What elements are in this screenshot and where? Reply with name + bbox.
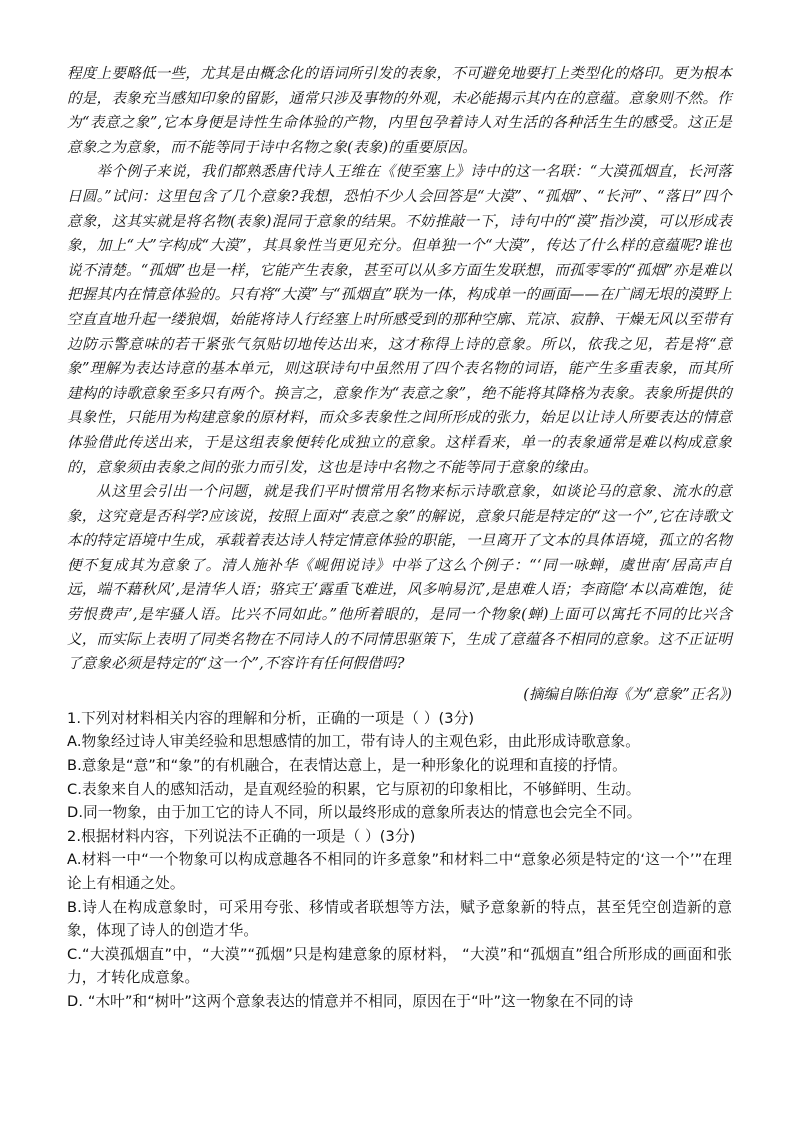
question-1-stem: 1.下列对材料相关内容的理解和分析，正确的一项是（ ）(3分) bbox=[67, 709, 475, 727]
question-1-option-b[interactable]: B.意象是“意”和“象”的有机融合，在表情达意上，是一种形象化的说理和直接的抒情。 bbox=[67, 757, 627, 775]
question-2-option-b[interactable]: B.诗人在构成意象时，可采用夸张、移情或者联想等方法，赋予意象新的特点，甚至凭空创造新的意象，体现了诗人的创造才华。 bbox=[67, 898, 732, 940]
question-2-stem: 2.根据材料内容，下列说法不正确的一项是（ ）(3分) bbox=[67, 827, 416, 845]
question-1-option-d[interactable]: D.同一物象，由于加工它的诗人不同，所以最终形成的意象所表达的情意也会完全不同。 bbox=[67, 804, 642, 822]
question-1-option-c[interactable]: C.表象来自人的感知活动，是直观经验的积累，它与原初的印象相比，不够鲜明、生动。 bbox=[67, 780, 641, 798]
passage-source: (摘编自陈伯海《为“意象”正名》) bbox=[523, 685, 732, 703]
passage-paragraph-2: 举个例子来说，我们都熟悉唐代诗人王维在《使至塞上》诗中的这一名联：“大漠孤烟直，长河落日圆。”试问：这里包含了几个意象?我想，恐怕不少人会回答是“大漠”、“孤烟”、“长河”、“落日”四个意象，这其实就是将名物(表象)混同于意象的结果。不妨推敲一下，诗句中的“漠”指沙漠，可以形成表象，加上“大”字构成“大漠”，其具象性当更见充分。但单独一个“大漠”，传达了什么样的意蕴呢?谁也说不清楚。“孤烟”也是一样，它能产生表象，甚至可以从多方面生发联想，而孤零零的“孤烟”亦是难以把握其内在情意体验的。只有将“大漠”与“孤烟直”联为一体，构成单一的画面——在广阔无垠的漠野上空直直地升起一缕狼烟，始能将诗人行经塞上时所感受到的那种空廓、荒凉、寂静、干燥无风以至带有边防示警意味的若干紧张气氛贴切地传达出来，这才称得上诗的意象。所以，依我之见，若是将“意象”理解为表达诗意的基本单元，则这联诗句中虽然用了四个表名物的词语，能产生多重表象，而其所建构的诗歌意象至多只有两个。换言之，意象作为“表意之象”，绝不能将其降格为表象。表象所提供的具象性，只能用为构建意象的原材料，而众多表象性之间所形成的张力，始足以让诗人所要表达的情意体验借此传送出来，于是这组表象便转化成独立的意象。这样看来，单一的表象通常是难以构成意象的，意象须由表象之间的张力而引发，这也是诗中名物之不能等同于意象的缘由。 bbox=[67, 163, 732, 476]
question-2-option-d[interactable]: D. “木叶”和“树叶”这两个意象表达的情意并不相同，原因在于“叶”这一物象在不同的诗 bbox=[67, 992, 634, 1010]
passage-paragraph-3: 从这里会引出一个问题，就是我们平时惯常用名物来标示诗歌意象，如谈论马的意象、流水的意象，这究竟是否科学?应该说，按照上面对“表意之象”的解说，意象只能是特定的“这一个”,它在诗歌文本的特定语境中生成，承载着表达诗人特定情意体验的职能，一旦离开了文本的具体语境，孤立的名物便不复成其为意象了。清人施补华《岘佣说诗》中举了这么个例子：“‘同一咏蝉，虞世南‘居高声自远，端不藉秋风’,是清华人语；骆宾王‘露重飞难进，风多响易沉’,是患难人语；李商隐‘本以高难饱，徒劳恨费声’,是牢骚人语。比兴不同如此。”他所着眼的，是同一个物象(蝉)上面可以寓托不同的比兴含义，而实际上表明了同类名物在不同诗人的不同情思驱策下，生成了意蕴各不相同的意象。这不正证明了意象必须是特定的“这一个”,不容许有任何假借吗? bbox=[67, 483, 732, 673]
reading-passage bbox=[67, 62, 732, 707]
question-2-option-c[interactable]: C.“大漠孤烟直”中，“大漠”“孤烟”只是构建意象的原材料， “大漠”和“孤烟直”组合所形成的画面和张力，才转化成意象。 bbox=[67, 945, 732, 987]
question-section bbox=[67, 707, 732, 1014]
passage-paragraph-1: 程度上要略低一些，尤其是由概念化的语词所引发的表象，不可避免地要打上类型化的烙印。更为根本的是，表象充当感知印象的留影，通常只涉及事物的外观，未必能揭示其内在的意蕴。意象则不然。作为“表意之象”,它本身便是诗性生命体验的产物，内里包孕着诗人对生活的各种活生生的感受。这正是意象之为意象，而不能等同于诗中名物之象(表象)的重要原因。 bbox=[67, 65, 732, 156]
question-1-option-a[interactable]: A.物象经过诗人审美经验和思想感情的加工，带有诗人的主观色彩，由此形成诗歌意象。 bbox=[67, 733, 640, 751]
question-2-option-a[interactable]: A.材料一中“一个物象可以构成意趣各不相同的许多意象”和材料二中“意象必须是特定的‘这一个’”在理论上有相通之处。 bbox=[67, 851, 732, 892]
